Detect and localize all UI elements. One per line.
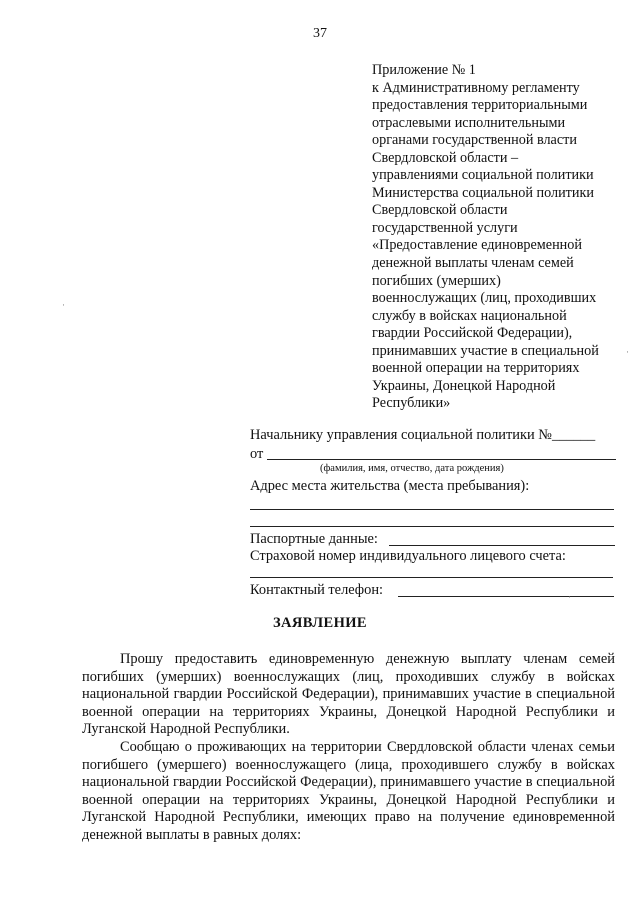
- appendix-line: службу в войсках национальной: [372, 307, 567, 324]
- scan-speck: ·: [626, 347, 629, 357]
- address-field-line-1[interactable]: [250, 509, 614, 510]
- addressee-head: Начальнику управления социальной политики №______: [250, 427, 596, 443]
- appendix-line: погибших (умерших): [372, 272, 501, 289]
- appendix-line: Украины, Донецкой Народной: [372, 377, 556, 394]
- passport-label: Паспортные данные:: [250, 531, 378, 547]
- appendix-line: Свердловской области –: [372, 149, 519, 166]
- statement-paragraph-1: Прошу предоставить единовременную денежную выплату членам семей погибших (умерших) военнослужащих (лиц, проходивших службу в войсках национальной гвардии Российской Федерации), принимавших участие в специальной военной операции на территориях Украины, Донецкой Народной Республики и Луганской Народной Республики.: [82, 651, 615, 738]
- appendix-header: [372, 62, 630, 413]
- appendix-line: органами государственной власти: [372, 132, 577, 149]
- appendix-line: «Предоставление единовременной: [372, 237, 582, 254]
- from-field-line[interactable]: [267, 459, 616, 460]
- snils-field-line[interactable]: [250, 577, 613, 578]
- appendix-line: гвардии Российской Федерации),: [372, 325, 573, 342]
- phone-label: Контактный телефон:: [250, 582, 384, 598]
- document-title: ЗАЯВЛЕНИЕ: [272, 615, 368, 631]
- appendix-line: принимавших участие в специальной: [372, 342, 599, 359]
- scan-speck: ·: [568, 592, 571, 602]
- appendix-line: военнослужащих (лиц, проходивших: [372, 290, 597, 307]
- appendix-line: Республики»: [372, 395, 451, 412]
- appendix-line: Приложение № 1: [372, 62, 476, 78]
- from-caption: (фамилия, имя, отчество, дата рождения): [320, 463, 504, 474]
- appendix-line: денежной выплаты членам семей: [372, 255, 574, 272]
- appendix-line: военной операции на территориях: [372, 360, 580, 377]
- phone-field-line[interactable]: [398, 596, 614, 597]
- appendix-line: Свердловской области: [372, 202, 508, 219]
- appendix-line: к Административному регламенту: [372, 79, 580, 96]
- appendix-line: управлениями социальной политики: [372, 167, 594, 184]
- scan-speck: ·: [62, 300, 65, 310]
- appendix-line: отраслевыми исполнительными: [372, 114, 566, 131]
- page-number: 37: [313, 26, 327, 41]
- snils-label: Страховой номер индивидуального лицевого счета:: [250, 548, 566, 564]
- statement-paragraph-2: Сообщаю о проживающих на территории Свердловской области членах семьи погибшего (умершего) военнослужащего (лица, проходившего службу в войсках национальной гвардии Российской Федерации), принимавшего участие в специальной военной операции на территориях Украины, Донецкой Народной Республики и Луганской Народной Республики, имеющих право на получение единовременной денежной выплаты в равных долях:: [82, 738, 615, 843]
- appendix-line: предоставления территориальными: [372, 97, 588, 114]
- from-label: от: [250, 446, 264, 462]
- appendix-line: Министерства социальной политики: [372, 184, 594, 201]
- address-field-line-2[interactable]: [250, 526, 614, 527]
- appendix-line: государственной услуги: [372, 219, 518, 236]
- address-label: Адрес места жительства (места пребывания):: [250, 478, 530, 494]
- statement-body: [82, 651, 615, 845]
- passport-field-line[interactable]: [389, 545, 615, 546]
